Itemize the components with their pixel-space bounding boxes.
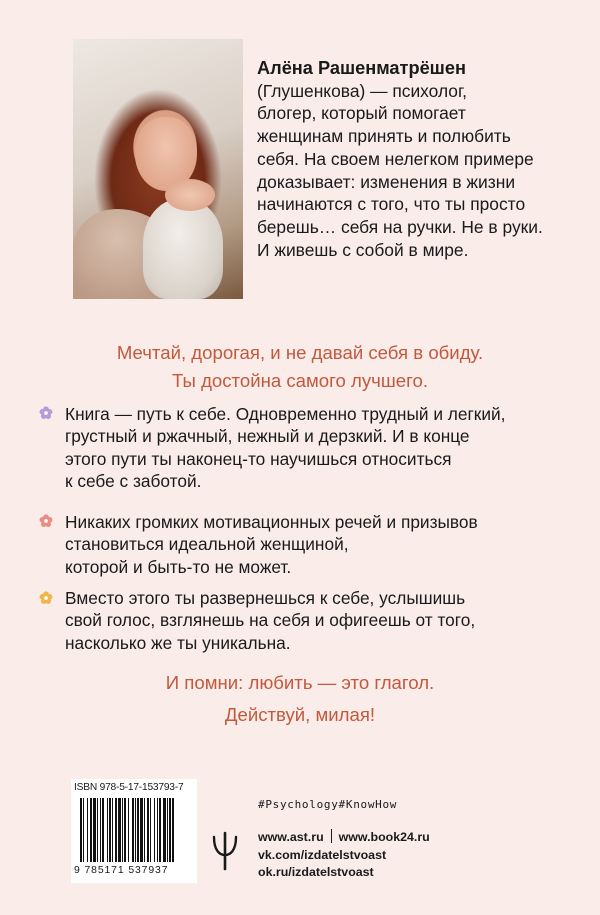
isbn-label: ISBN 978-5-17-153793-7	[74, 782, 184, 793]
paragraph-line: Книга — путь к себе. Одновременно трудный и легкий,	[65, 404, 506, 424]
paragraph-line: Никаких громких мотивационных речей и призывов	[65, 512, 478, 532]
author-name: Алёна Рашенматрёшен	[257, 58, 466, 78]
slogan-line: Ты достойна самого лучшего.	[172, 370, 428, 391]
bio-line: (Глушенкова) — психолог,	[257, 80, 468, 101]
photo-statue-bust	[143, 199, 223, 299]
bio-line: себя. На своем нелегком примере	[257, 148, 534, 169]
site-link[interactable]: www.book24.ru	[338, 830, 430, 844]
bio-line: берешь… себя на ручки. Не в руки.	[257, 216, 543, 237]
ok-link[interactable]: ok.ru/izdatelstvoast	[258, 865, 374, 879]
paragraph-3	[65, 587, 565, 654]
yellow-flower-icon	[39, 591, 53, 605]
site-link[interactable]: www.ast.ru	[258, 830, 324, 844]
slogan-line: Мечтай, дорогая, и не давай себя в обиду.	[116, 342, 484, 363]
bio-line: блогер, который помогает	[257, 103, 466, 124]
link-separator	[331, 829, 332, 843]
paragraph-line: насколько же ты уникальна.	[65, 632, 291, 653]
paragraph-line: которой и быть-то не может.	[65, 556, 292, 577]
barcode	[71, 779, 197, 883]
slogan-line: Действуй, милая!	[224, 704, 376, 725]
paragraph-line: к себе с заботой.	[65, 471, 202, 492]
slogan-line: И помни: любить — это глагол.	[165, 672, 435, 693]
paragraph-line: грустный и ржачный, нежный и дерзкий. И в конце	[65, 426, 470, 447]
author-photo	[73, 39, 243, 299]
photo-hand	[165, 179, 215, 211]
bio-line: доказывает: изменения в жизни	[257, 171, 516, 192]
paragraph-1	[65, 403, 565, 493]
bio-line: начинаются с того, что ты просто	[257, 194, 526, 215]
barcode-number: 9 785171 537937	[74, 865, 169, 876]
publisher-links	[258, 829, 430, 882]
paragraph-2	[65, 511, 565, 578]
barcode-bars	[74, 798, 194, 864]
pink-flower-icon	[39, 514, 53, 528]
slogan-bottom	[0, 667, 600, 731]
paragraph-line: свой голос, взглянешь на себя и офигеешь от того,	[65, 610, 476, 631]
paragraph-line: Вместо этого ты развернешься к себе, услышишь	[65, 588, 466, 608]
author-bio	[257, 57, 587, 261]
publisher-logo-icon	[212, 831, 238, 871]
lavender-flower-icon	[39, 406, 53, 420]
bio-line: женщинам принять и полюбить	[257, 126, 511, 147]
hashtags: #Psychology#KnowHow	[258, 798, 398, 811]
paragraph-line: этого пути ты наконец-то научишься относиться	[65, 448, 452, 469]
bio-line: И живешь с собой в мире.	[257, 239, 469, 260]
vk-link[interactable]: vk.com/izdatelstvoast	[258, 847, 387, 862]
paragraph-line: становиться идеальной женщиной,	[65, 534, 349, 555]
slogan-top	[0, 339, 600, 395]
